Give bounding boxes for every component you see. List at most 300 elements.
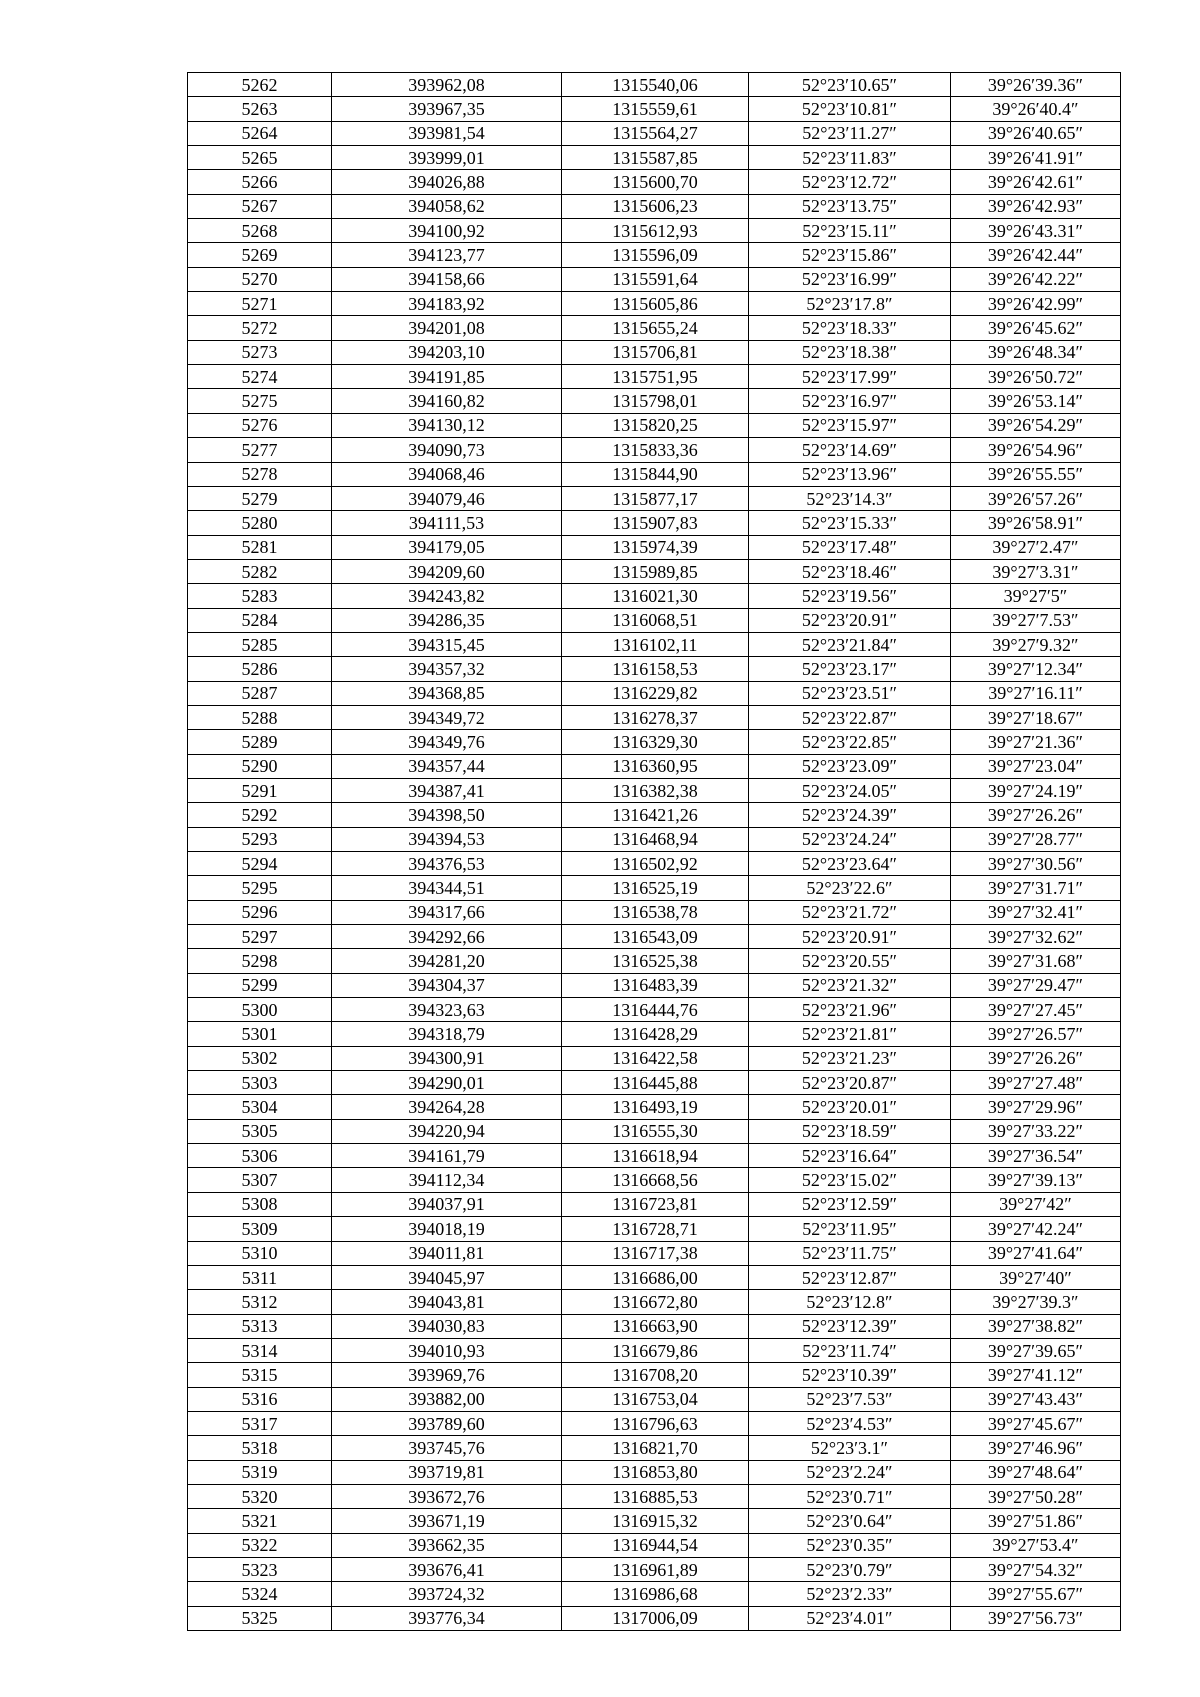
x-coordinate-cell: 394111,53 — [332, 511, 562, 535]
longitude-cell: 39°26′54.29″ — [951, 413, 1121, 437]
table-row — [188, 389, 1121, 413]
x-coordinate-cell: 394376,53 — [332, 852, 562, 876]
point-number-cell: 5267 — [188, 194, 332, 218]
point-number-cell: 5297 — [188, 925, 332, 949]
latitude-cell: 52°23′12.8″ — [749, 1290, 951, 1314]
table-row — [188, 1168, 1121, 1192]
point-number-cell: 5278 — [188, 462, 332, 486]
longitude-cell: 39°27′43.43″ — [951, 1387, 1121, 1411]
point-number-cell: 5305 — [188, 1119, 332, 1143]
table-row — [188, 121, 1121, 145]
point-number-cell: 5269 — [188, 243, 332, 267]
x-coordinate-cell: 393776,34 — [332, 1606, 562, 1630]
x-coordinate-cell: 394394,53 — [332, 827, 562, 851]
latitude-cell: 52°23′20.01″ — [749, 1095, 951, 1119]
table-row — [188, 1095, 1121, 1119]
longitude-cell: 39°27′41.64″ — [951, 1241, 1121, 1265]
longitude-cell: 39°26′57.26″ — [951, 486, 1121, 510]
y-coordinate-cell: 1316278,37 — [562, 705, 749, 729]
latitude-cell: 52°23′23.51″ — [749, 681, 951, 705]
latitude-cell: 52°23′18.59″ — [749, 1119, 951, 1143]
longitude-cell: 39°27′2.47″ — [951, 535, 1121, 559]
table-row — [188, 1436, 1121, 1460]
table-row — [188, 803, 1121, 827]
point-number-cell: 5307 — [188, 1168, 332, 1192]
table-row — [188, 1119, 1121, 1143]
y-coordinate-cell: 1316853,80 — [562, 1460, 749, 1484]
x-coordinate-cell: 394068,46 — [332, 462, 562, 486]
table-row — [188, 925, 1121, 949]
y-coordinate-cell: 1315559,61 — [562, 97, 749, 121]
y-coordinate-cell: 1316723,81 — [562, 1192, 749, 1216]
point-number-cell: 5281 — [188, 535, 332, 559]
point-number-cell: 5277 — [188, 438, 332, 462]
y-coordinate-cell: 1316360,95 — [562, 754, 749, 778]
table-row — [188, 657, 1121, 681]
x-coordinate-cell: 393745,76 — [332, 1436, 562, 1460]
table-row — [188, 170, 1121, 194]
y-coordinate-cell: 1315655,24 — [562, 316, 749, 340]
longitude-cell: 39°27′33.22″ — [951, 1119, 1121, 1143]
longitude-cell: 39°27′31.71″ — [951, 876, 1121, 900]
point-number-cell: 5274 — [188, 365, 332, 389]
point-number-cell: 5322 — [188, 1533, 332, 1557]
x-coordinate-cell: 393672,76 — [332, 1484, 562, 1508]
y-coordinate-cell: 1317006,09 — [562, 1606, 749, 1630]
latitude-cell: 52°23′0.71″ — [749, 1484, 951, 1508]
x-coordinate-cell: 394043,81 — [332, 1290, 562, 1314]
longitude-cell: 39°27′38.82″ — [951, 1314, 1121, 1338]
table-row — [188, 608, 1121, 632]
point-number-cell: 5308 — [188, 1192, 332, 1216]
table-row — [188, 365, 1121, 389]
table-row — [188, 1411, 1121, 1435]
point-number-cell: 5264 — [188, 121, 332, 145]
x-coordinate-cell: 393719,81 — [332, 1460, 562, 1484]
table-row — [188, 1460, 1121, 1484]
table-row — [188, 1363, 1121, 1387]
point-number-cell: 5296 — [188, 900, 332, 924]
y-coordinate-cell: 1315612,93 — [562, 219, 749, 243]
latitude-cell: 52°23′16.97″ — [749, 389, 951, 413]
x-coordinate-cell: 394037,91 — [332, 1192, 562, 1216]
y-coordinate-cell: 1316538,78 — [562, 900, 749, 924]
x-coordinate-cell: 394161,79 — [332, 1144, 562, 1168]
y-coordinate-cell: 1316421,26 — [562, 803, 749, 827]
longitude-cell: 39°26′40.65″ — [951, 121, 1121, 145]
x-coordinate-cell: 394058,62 — [332, 194, 562, 218]
table-row — [188, 511, 1121, 535]
x-coordinate-cell: 394130,12 — [332, 413, 562, 437]
latitude-cell: 52°23′13.96″ — [749, 462, 951, 486]
x-coordinate-cell: 394100,92 — [332, 219, 562, 243]
point-number-cell: 5313 — [188, 1314, 332, 1338]
y-coordinate-cell: 1316021,30 — [562, 584, 749, 608]
y-coordinate-cell: 1316382,38 — [562, 778, 749, 802]
longitude-cell: 39°27′32.41″ — [951, 900, 1121, 924]
x-coordinate-cell: 393789,60 — [332, 1411, 562, 1435]
latitude-cell: 52°23′21.84″ — [749, 632, 951, 656]
longitude-cell: 39°27′46.96″ — [951, 1436, 1121, 1460]
x-coordinate-cell: 393999,01 — [332, 146, 562, 170]
longitude-cell: 39°27′12.34″ — [951, 657, 1121, 681]
x-coordinate-cell: 394079,46 — [332, 486, 562, 510]
latitude-cell: 52°23′0.35″ — [749, 1533, 951, 1557]
y-coordinate-cell: 1316753,04 — [562, 1387, 749, 1411]
x-coordinate-cell: 394030,83 — [332, 1314, 562, 1338]
point-number-cell: 5312 — [188, 1290, 332, 1314]
table-row — [188, 973, 1121, 997]
table-row — [188, 1144, 1121, 1168]
x-coordinate-cell: 393662,35 — [332, 1533, 562, 1557]
longitude-cell: 39°27′54.32″ — [951, 1557, 1121, 1581]
x-coordinate-cell: 394315,45 — [332, 632, 562, 656]
y-coordinate-cell: 1316668,56 — [562, 1168, 749, 1192]
table-row — [188, 194, 1121, 218]
latitude-cell: 52°23′23.64″ — [749, 852, 951, 876]
y-coordinate-cell: 1315606,23 — [562, 194, 749, 218]
longitude-cell: 39°27′29.47″ — [951, 973, 1121, 997]
y-coordinate-cell: 1315907,83 — [562, 511, 749, 535]
latitude-cell: 52°23′12.87″ — [749, 1265, 951, 1289]
coordinates-table — [187, 72, 1121, 1631]
y-coordinate-cell: 1315877,17 — [562, 486, 749, 510]
y-coordinate-cell: 1315605,86 — [562, 292, 749, 316]
longitude-cell: 39°26′48.34″ — [951, 340, 1121, 364]
x-coordinate-cell: 394368,85 — [332, 681, 562, 705]
y-coordinate-cell: 1316468,94 — [562, 827, 749, 851]
longitude-cell: 39°27′23.04″ — [951, 754, 1121, 778]
table-row — [188, 1217, 1121, 1241]
y-coordinate-cell: 1315833,36 — [562, 438, 749, 462]
y-coordinate-cell: 1316158,53 — [562, 657, 749, 681]
table-row — [188, 1265, 1121, 1289]
point-number-cell: 5317 — [188, 1411, 332, 1435]
y-coordinate-cell: 1315751,95 — [562, 365, 749, 389]
latitude-cell: 52°23′15.97″ — [749, 413, 951, 437]
point-number-cell: 5319 — [188, 1460, 332, 1484]
x-coordinate-cell: 394281,20 — [332, 949, 562, 973]
y-coordinate-cell: 1315989,85 — [562, 559, 749, 583]
point-number-cell: 5266 — [188, 170, 332, 194]
x-coordinate-cell: 394387,41 — [332, 778, 562, 802]
latitude-cell: 52°23′20.87″ — [749, 1071, 951, 1095]
x-coordinate-cell: 393967,35 — [332, 97, 562, 121]
point-number-cell: 5275 — [188, 389, 332, 413]
y-coordinate-cell: 1316445,88 — [562, 1071, 749, 1095]
table-row — [188, 778, 1121, 802]
point-number-cell: 5298 — [188, 949, 332, 973]
latitude-cell: 52°23′20.55″ — [749, 949, 951, 973]
x-coordinate-cell: 394220,94 — [332, 1119, 562, 1143]
table-row — [188, 316, 1121, 340]
longitude-cell: 39°27′39.13″ — [951, 1168, 1121, 1192]
table-row — [188, 1046, 1121, 1070]
point-number-cell: 5287 — [188, 681, 332, 705]
latitude-cell: 52°23′24.39″ — [749, 803, 951, 827]
table-row — [188, 559, 1121, 583]
y-coordinate-cell: 1316885,53 — [562, 1484, 749, 1508]
latitude-cell: 52°23′14.69″ — [749, 438, 951, 462]
x-coordinate-cell: 394323,63 — [332, 998, 562, 1022]
latitude-cell: 52°23′4.01″ — [749, 1606, 951, 1630]
x-coordinate-cell: 394286,35 — [332, 608, 562, 632]
point-number-cell: 5309 — [188, 1217, 332, 1241]
x-coordinate-cell: 393981,54 — [332, 121, 562, 145]
latitude-cell: 52°23′21.81″ — [749, 1022, 951, 1046]
table-row — [188, 852, 1121, 876]
point-number-cell: 5262 — [188, 73, 332, 97]
x-coordinate-cell: 394203,10 — [332, 340, 562, 364]
y-coordinate-cell: 1316068,51 — [562, 608, 749, 632]
point-number-cell: 5318 — [188, 1436, 332, 1460]
latitude-cell: 52°23′18.46″ — [749, 559, 951, 583]
x-coordinate-cell: 394357,32 — [332, 657, 562, 681]
point-number-cell: 5270 — [188, 267, 332, 291]
y-coordinate-cell: 1316686,00 — [562, 1265, 749, 1289]
latitude-cell: 52°23′2.33″ — [749, 1582, 951, 1606]
table-row — [188, 681, 1121, 705]
table-row — [188, 73, 1121, 97]
longitude-cell: 39°26′41.91″ — [951, 146, 1121, 170]
latitude-cell: 52°23′24.05″ — [749, 778, 951, 802]
x-coordinate-cell: 394026,88 — [332, 170, 562, 194]
longitude-cell: 39°26′42.99″ — [951, 292, 1121, 316]
point-number-cell: 5311 — [188, 1265, 332, 1289]
y-coordinate-cell: 1316543,09 — [562, 925, 749, 949]
x-coordinate-cell: 394045,97 — [332, 1265, 562, 1289]
latitude-cell: 52°23′23.17″ — [749, 657, 951, 681]
x-coordinate-cell: 393671,19 — [332, 1509, 562, 1533]
longitude-cell: 39°27′39.3″ — [951, 1290, 1121, 1314]
point-number-cell: 5315 — [188, 1363, 332, 1387]
y-coordinate-cell: 1316483,39 — [562, 973, 749, 997]
table-row — [188, 1338, 1121, 1362]
point-number-cell: 5320 — [188, 1484, 332, 1508]
table-row — [188, 632, 1121, 656]
latitude-cell: 52°23′16.64″ — [749, 1144, 951, 1168]
x-coordinate-cell: 394264,28 — [332, 1095, 562, 1119]
latitude-cell: 52°23′18.38″ — [749, 340, 951, 364]
x-coordinate-cell: 394243,82 — [332, 584, 562, 608]
point-number-cell: 5280 — [188, 511, 332, 535]
table-row — [188, 462, 1121, 486]
table-row — [188, 413, 1121, 437]
table-row — [188, 1484, 1121, 1508]
y-coordinate-cell: 1316618,94 — [562, 1144, 749, 1168]
table-row — [188, 1557, 1121, 1581]
table-row — [188, 243, 1121, 267]
longitude-cell: 39°27′5″ — [951, 584, 1121, 608]
latitude-cell: 52°23′21.23″ — [749, 1046, 951, 1070]
longitude-cell: 39°27′27.45″ — [951, 998, 1121, 1022]
x-coordinate-cell: 393969,76 — [332, 1363, 562, 1387]
y-coordinate-cell: 1315820,25 — [562, 413, 749, 437]
latitude-cell: 52°23′13.75″ — [749, 194, 951, 218]
point-number-cell: 5271 — [188, 292, 332, 316]
y-coordinate-cell: 1316672,80 — [562, 1290, 749, 1314]
point-number-cell: 5301 — [188, 1022, 332, 1046]
longitude-cell: 39°27′56.73″ — [951, 1606, 1121, 1630]
latitude-cell: 52°23′0.79″ — [749, 1557, 951, 1581]
x-coordinate-cell: 394183,92 — [332, 292, 562, 316]
x-coordinate-cell: 393724,32 — [332, 1582, 562, 1606]
latitude-cell: 52°23′17.99″ — [749, 365, 951, 389]
y-coordinate-cell: 1316679,86 — [562, 1338, 749, 1362]
y-coordinate-cell: 1316525,19 — [562, 876, 749, 900]
point-number-cell: 5276 — [188, 413, 332, 437]
longitude-cell: 39°27′26.26″ — [951, 803, 1121, 827]
longitude-cell: 39°27′26.57″ — [951, 1022, 1121, 1046]
y-coordinate-cell: 1315591,64 — [562, 267, 749, 291]
longitude-cell: 39°26′39.36″ — [951, 73, 1121, 97]
latitude-cell: 52°23′2.24″ — [749, 1460, 951, 1484]
x-coordinate-cell: 394179,05 — [332, 535, 562, 559]
table-row — [188, 827, 1121, 851]
point-number-cell: 5310 — [188, 1241, 332, 1265]
x-coordinate-cell: 394290,01 — [332, 1071, 562, 1095]
point-number-cell: 5282 — [188, 559, 332, 583]
latitude-cell: 52°23′20.91″ — [749, 925, 951, 949]
table-row — [188, 1387, 1121, 1411]
longitude-cell: 39°27′55.67″ — [951, 1582, 1121, 1606]
y-coordinate-cell: 1316663,90 — [562, 1314, 749, 1338]
latitude-cell: 52°23′21.72″ — [749, 900, 951, 924]
longitude-cell: 39°27′42.24″ — [951, 1217, 1121, 1241]
y-coordinate-cell: 1315587,85 — [562, 146, 749, 170]
y-coordinate-cell: 1316717,38 — [562, 1241, 749, 1265]
latitude-cell: 52°23′16.99″ — [749, 267, 951, 291]
table-row — [188, 340, 1121, 364]
table-row — [188, 1192, 1121, 1216]
longitude-cell: 39°27′28.77″ — [951, 827, 1121, 851]
latitude-cell: 52°23′21.96″ — [749, 998, 951, 1022]
longitude-cell: 39°27′36.54″ — [951, 1144, 1121, 1168]
x-coordinate-cell: 394201,08 — [332, 316, 562, 340]
point-number-cell: 5314 — [188, 1338, 332, 1362]
longitude-cell: 39°27′29.96″ — [951, 1095, 1121, 1119]
x-coordinate-cell: 394158,66 — [332, 267, 562, 291]
x-coordinate-cell: 393882,00 — [332, 1387, 562, 1411]
latitude-cell: 52°23′12.59″ — [749, 1192, 951, 1216]
x-coordinate-cell: 394344,51 — [332, 876, 562, 900]
point-number-cell: 5285 — [188, 632, 332, 656]
x-coordinate-cell: 394018,19 — [332, 1217, 562, 1241]
point-number-cell: 5290 — [188, 754, 332, 778]
point-number-cell: 5268 — [188, 219, 332, 243]
latitude-cell: 52°23′22.6″ — [749, 876, 951, 900]
table-row — [188, 1241, 1121, 1265]
point-number-cell: 5324 — [188, 1582, 332, 1606]
point-number-cell: 5321 — [188, 1509, 332, 1533]
table-row — [188, 292, 1121, 316]
longitude-cell: 39°27′7.53″ — [951, 608, 1121, 632]
table-row — [188, 705, 1121, 729]
y-coordinate-cell: 1316502,92 — [562, 852, 749, 876]
latitude-cell: 52°23′22.85″ — [749, 730, 951, 754]
latitude-cell: 52°23′15.86″ — [749, 243, 951, 267]
latitude-cell: 52°23′15.33″ — [749, 511, 951, 535]
longitude-cell: 39°26′58.91″ — [951, 511, 1121, 535]
latitude-cell: 52°23′11.27″ — [749, 121, 951, 145]
longitude-cell: 39°26′45.62″ — [951, 316, 1121, 340]
point-number-cell: 5263 — [188, 97, 332, 121]
longitude-cell: 39°26′42.44″ — [951, 243, 1121, 267]
latitude-cell: 52°23′10.39″ — [749, 1363, 951, 1387]
x-coordinate-cell: 393676,41 — [332, 1557, 562, 1581]
x-coordinate-cell: 394398,50 — [332, 803, 562, 827]
point-number-cell: 5304 — [188, 1095, 332, 1119]
latitude-cell: 52°23′10.65″ — [749, 73, 951, 97]
longitude-cell: 39°26′54.96″ — [951, 438, 1121, 462]
longitude-cell: 39°27′39.65″ — [951, 1338, 1121, 1362]
latitude-cell: 52°23′17.8″ — [749, 292, 951, 316]
point-number-cell: 5291 — [188, 778, 332, 802]
latitude-cell: 52°23′12.72″ — [749, 170, 951, 194]
latitude-cell: 52°23′11.83″ — [749, 146, 951, 170]
y-coordinate-cell: 1316944,54 — [562, 1533, 749, 1557]
latitude-cell: 52°23′19.56″ — [749, 584, 951, 608]
table-row — [188, 1509, 1121, 1533]
point-number-cell: 5325 — [188, 1606, 332, 1630]
coordinates-table-body — [188, 73, 1121, 1631]
latitude-cell: 52°23′21.32″ — [749, 973, 951, 997]
x-coordinate-cell: 394349,72 — [332, 705, 562, 729]
point-number-cell: 5286 — [188, 657, 332, 681]
y-coordinate-cell: 1316102,11 — [562, 632, 749, 656]
table-row — [188, 876, 1121, 900]
x-coordinate-cell: 394318,79 — [332, 1022, 562, 1046]
y-coordinate-cell: 1315706,81 — [562, 340, 749, 364]
latitude-cell: 52°23′15.11″ — [749, 219, 951, 243]
longitude-cell: 39°27′51.86″ — [951, 1509, 1121, 1533]
longitude-cell: 39°27′42″ — [951, 1192, 1121, 1216]
latitude-cell: 52°23′22.87″ — [749, 705, 951, 729]
point-number-cell: 5283 — [188, 584, 332, 608]
table-row — [188, 949, 1121, 973]
latitude-cell: 52°23′4.53″ — [749, 1411, 951, 1435]
y-coordinate-cell: 1316986,68 — [562, 1582, 749, 1606]
latitude-cell: 52°23′14.3″ — [749, 486, 951, 510]
longitude-cell: 39°26′53.14″ — [951, 389, 1121, 413]
point-number-cell: 5288 — [188, 705, 332, 729]
x-coordinate-cell: 394090,73 — [332, 438, 562, 462]
table-row — [188, 146, 1121, 170]
table-row — [188, 1022, 1121, 1046]
longitude-cell: 39°26′43.31″ — [951, 219, 1121, 243]
table-row — [188, 219, 1121, 243]
y-coordinate-cell: 1316555,30 — [562, 1119, 749, 1143]
point-number-cell: 5292 — [188, 803, 332, 827]
longitude-cell: 39°26′40.4″ — [951, 97, 1121, 121]
x-coordinate-cell: 394112,34 — [332, 1168, 562, 1192]
point-number-cell: 5316 — [188, 1387, 332, 1411]
latitude-cell: 52°23′10.81″ — [749, 97, 951, 121]
table-row — [188, 267, 1121, 291]
latitude-cell: 52°23′24.24″ — [749, 827, 951, 851]
longitude-cell: 39°27′50.28″ — [951, 1484, 1121, 1508]
table-row — [188, 1290, 1121, 1314]
latitude-cell: 52°23′20.91″ — [749, 608, 951, 632]
table-row — [188, 1582, 1121, 1606]
table-row — [188, 584, 1121, 608]
point-number-cell: 5303 — [188, 1071, 332, 1095]
latitude-cell: 52°23′23.09″ — [749, 754, 951, 778]
x-coordinate-cell: 394300,91 — [332, 1046, 562, 1070]
longitude-cell: 39°26′50.72″ — [951, 365, 1121, 389]
table-row — [188, 900, 1121, 924]
table-row — [188, 1606, 1121, 1630]
